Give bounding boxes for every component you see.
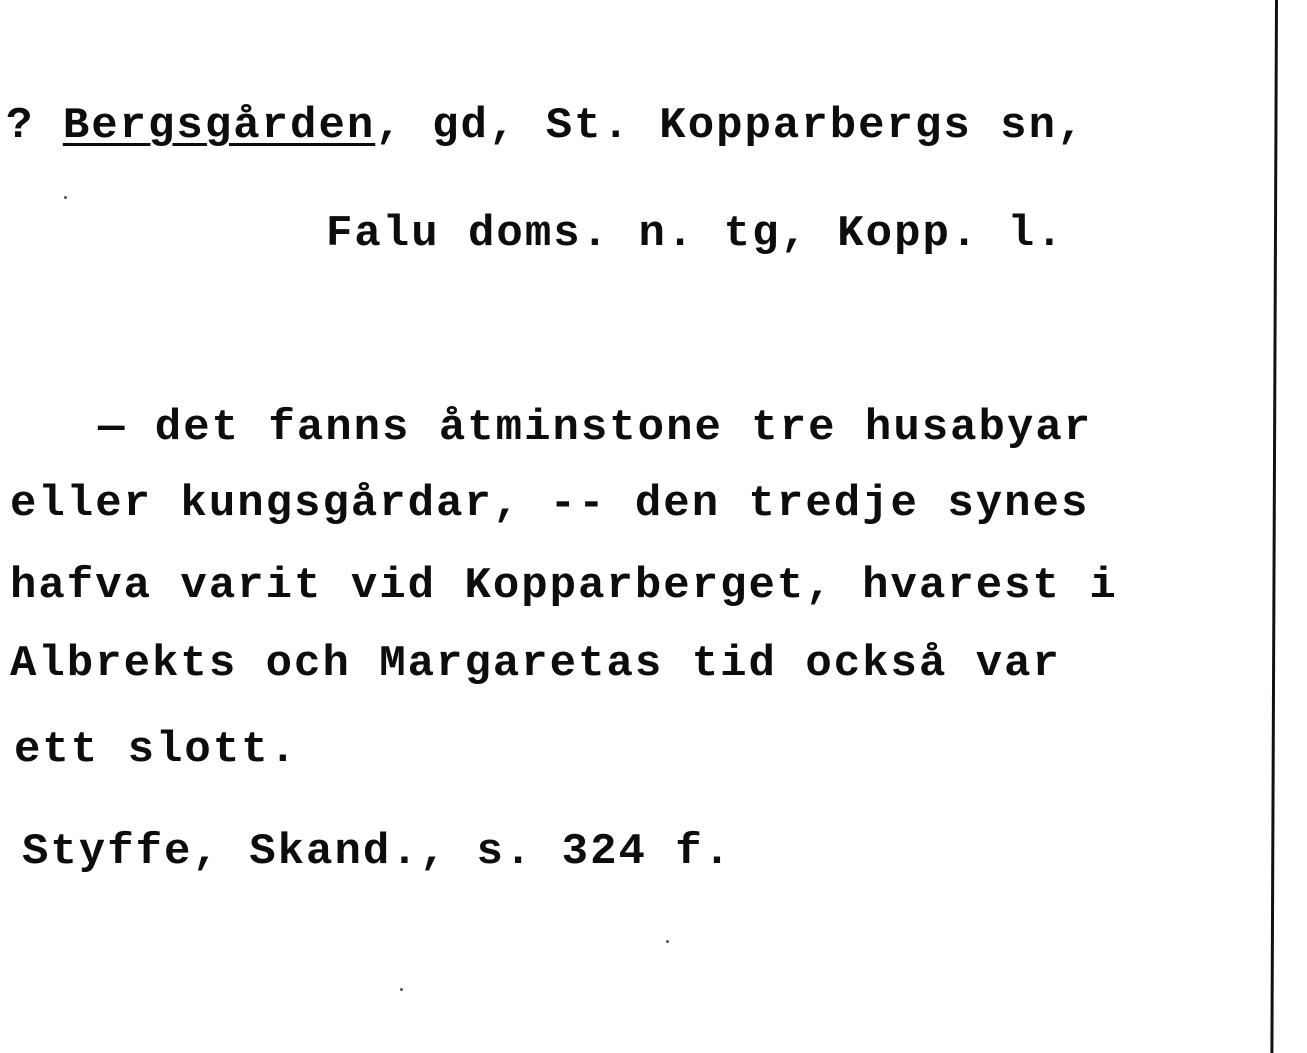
body-line-4: Albrekts och Margaretas tid också var — [10, 639, 1061, 689]
body-line-5: ett slott. — [14, 725, 299, 775]
headword: Bergsgården — [62, 101, 376, 151]
heading-rest: , gd, St. Kopparbergs sn, — [375, 101, 1086, 151]
heading-line-2: Falu doms. n. tg, Kopp. l. — [326, 209, 1065, 259]
paper-speck — [666, 940, 669, 943]
paper-speck — [64, 196, 67, 199]
body-line-2: eller kungsgårdar, -- den tredje synes — [10, 479, 1090, 529]
heading-line-1 — [6, 101, 1086, 151]
body-line-3: hafva varit vid Kopparberget, hvarest i — [10, 561, 1118, 611]
paper-speck — [400, 988, 403, 991]
card-edge-line — [1270, 0, 1278, 1053]
query-mark: ? — [6, 101, 35, 151]
body-line-1: — det fanns åtminstone tre husabyar — [98, 403, 1093, 453]
source-reference: Styffe, Skand., s. 324 f. — [22, 827, 733, 877]
